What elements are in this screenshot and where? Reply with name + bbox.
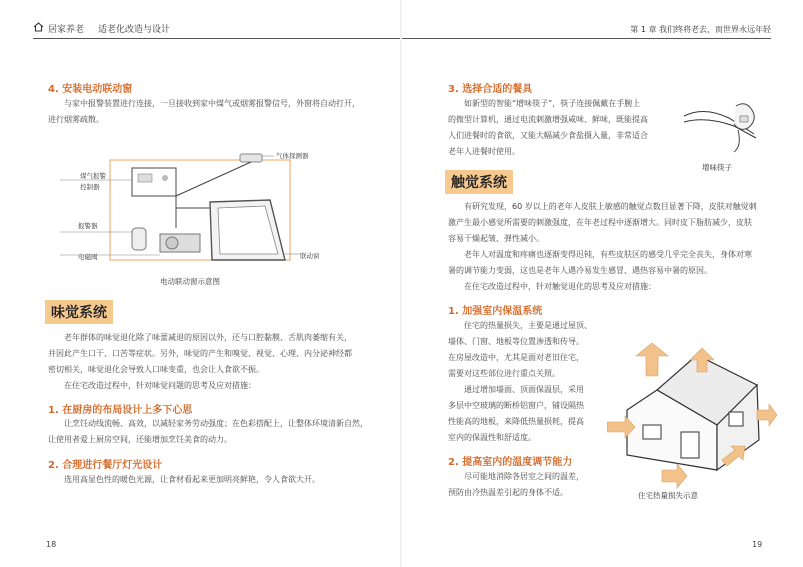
text-line: 密切相关，味觉退化会导致人口味变重，也会让人食欲不振。 <box>48 365 264 374</box>
taste-item-1-text <box>48 416 378 448</box>
taste-item-1-title: 1. 在厨房的布局设计上多下心思 <box>48 405 193 416</box>
text-line: 老年群体的味觉退化除了味蕾减退的原因以外，还与口腔黏膜、舌肌肉萎缩有关， <box>64 333 352 342</box>
label-gas-controller-2: 控制器 <box>80 183 100 191</box>
text-line: 让烹饪动线流畅、高效，以减轻家务劳动强度；在色彩搭配上，让整体环境清新自然， <box>64 419 368 428</box>
text-line: 墙体、门窗、地板等位置渗透和传导。 <box>448 337 584 346</box>
chapter-header: 第 1 章 我们终将老去，而世界永远年轻 <box>630 25 771 34</box>
book-header <box>33 22 170 35</box>
text-line: 进行烟雾疏散。 <box>48 115 104 124</box>
label-linked-window: 联动窗 <box>300 252 320 260</box>
section-4-text <box>48 96 368 128</box>
book-subtitle: 适老化改造与设计 <box>98 25 171 35</box>
text-line: 选用高显色性的暖色光源，让食材看起来更加明亮鲜艳，令人食欲大开。 <box>64 475 320 484</box>
section-4-title: 4. 安装电动联动窗 <box>48 84 133 95</box>
diagram-caption: 电动联动窗示意图 <box>160 277 220 286</box>
touch-item-1-title: 1. 加强室内保温系统 <box>448 306 543 317</box>
touch-item-2-text <box>448 469 618 501</box>
text-line: 室内的保温性和舒适度。 <box>448 433 536 442</box>
text-line: 暑的调节能力变弱，这也是老年人遇冷易发生感冒、遇热容易中暑的原因。 <box>448 266 712 275</box>
label-solenoid-valve: 电磁阀 <box>78 253 98 261</box>
text-line: 老年人进餐时使用。 <box>448 147 520 156</box>
text-line: 尽可能地消除各居室之间的温差， <box>464 472 584 481</box>
text-line: 预防由冷热温差引起的身体不适。 <box>448 488 568 497</box>
left-page <box>0 0 401 567</box>
touch-section-title: 触觉系统 <box>445 170 513 194</box>
header-rule <box>33 38 401 39</box>
touch-item-2-title: 2. 提高室内的温度调节能力 <box>448 457 573 468</box>
right-page <box>402 0 803 567</box>
text-line: 容易干燥起皱、弹性减小。 <box>448 234 544 243</box>
text-line: 通过增加墙面、顶面保温层，采用 <box>464 385 584 394</box>
home-icon <box>33 22 44 35</box>
taste-text <box>48 330 378 394</box>
text-line: 在住宅改造过程中，针对味觉问题的思考及应对措施： <box>64 381 256 390</box>
page-number-left: 18 <box>46 540 57 549</box>
text-line: 如新型的智能“增味筷子”，筷子连接佩戴在手腕上 <box>464 99 641 108</box>
text-line: 有研究发现，60 岁以上的老年人皮肤上敏感的触觉点数目显著下降，皮肤对触觉刺 <box>464 202 757 211</box>
text-line: 老年人对温度和疼痛也逐渐变得迟钝，有些皮肤区的感受几乎完全丧失，身体对寒 <box>464 250 752 259</box>
text-line: 并因此产生口干、口苦等症状。另外，味觉的产生和嗅觉、视觉、心理、内分泌神经都 <box>48 349 352 358</box>
text-line: 住宅的热量损失，主要是通过屋顶、 <box>464 321 592 330</box>
text-line: 与家中报警装置进行连接，一旦接收到家中煤气或烟雾报警信号，外窗将自动打开， <box>64 99 360 108</box>
header-rule <box>402 38 771 39</box>
house-graphic <box>607 330 777 490</box>
taste-item-2-title: 2. 合理进行餐厅灯光设计 <box>48 460 163 471</box>
chopsticks-caption: 增味筷子 <box>702 163 732 172</box>
label-alarm: 报警器 <box>78 222 98 230</box>
page-number-right: 19 <box>752 540 763 549</box>
text-line: 需要对这些部位进行重点关照。 <box>448 369 560 378</box>
text-line: 在房屋改造中，尤其是面对老旧住宅， <box>448 353 584 362</box>
touch-item-1-text <box>448 318 608 446</box>
house-caption: 住宅热量损失示意 <box>638 491 698 500</box>
text-line: 在住宅改造过程中，针对触觉退化的思考及应对措施： <box>464 282 656 291</box>
chopsticks-graphic <box>674 86 764 156</box>
label-gas-detector: 气体探测器 <box>276 152 309 160</box>
touch-text <box>448 199 778 295</box>
label-gas-controller-1: 煤气报警 <box>80 172 106 180</box>
taste-item-2-text <box>48 472 378 488</box>
book-title: 居家养老 <box>48 25 85 35</box>
text-line: 的微型计算机，通过电流刺激增强咸味、鲜味，既能提高 <box>448 115 648 124</box>
text-line: 让使用者爱上厨房空间，还能增加烹饪美食的动力。 <box>48 435 232 444</box>
text-line: 性能高的地板，来降低热量损耗，提高 <box>448 417 584 426</box>
taste-section-title: 味觉系统 <box>45 300 113 324</box>
text-line: 激产生最小感觉所需要的刺激强度，在年老过程中逐渐增大。同时皮下脂肪减少，皮肤 <box>448 218 752 227</box>
section-3-text <box>448 96 673 160</box>
text-line: 多层中空玻璃的断桥铝窗户，铺设隔热 <box>448 401 584 410</box>
text-line: 人们进餐时的食欲，又能大幅减少食盐摄入量，非常适合 <box>448 131 648 140</box>
section-3-title: 3. 选择合适的餐具 <box>448 84 533 95</box>
